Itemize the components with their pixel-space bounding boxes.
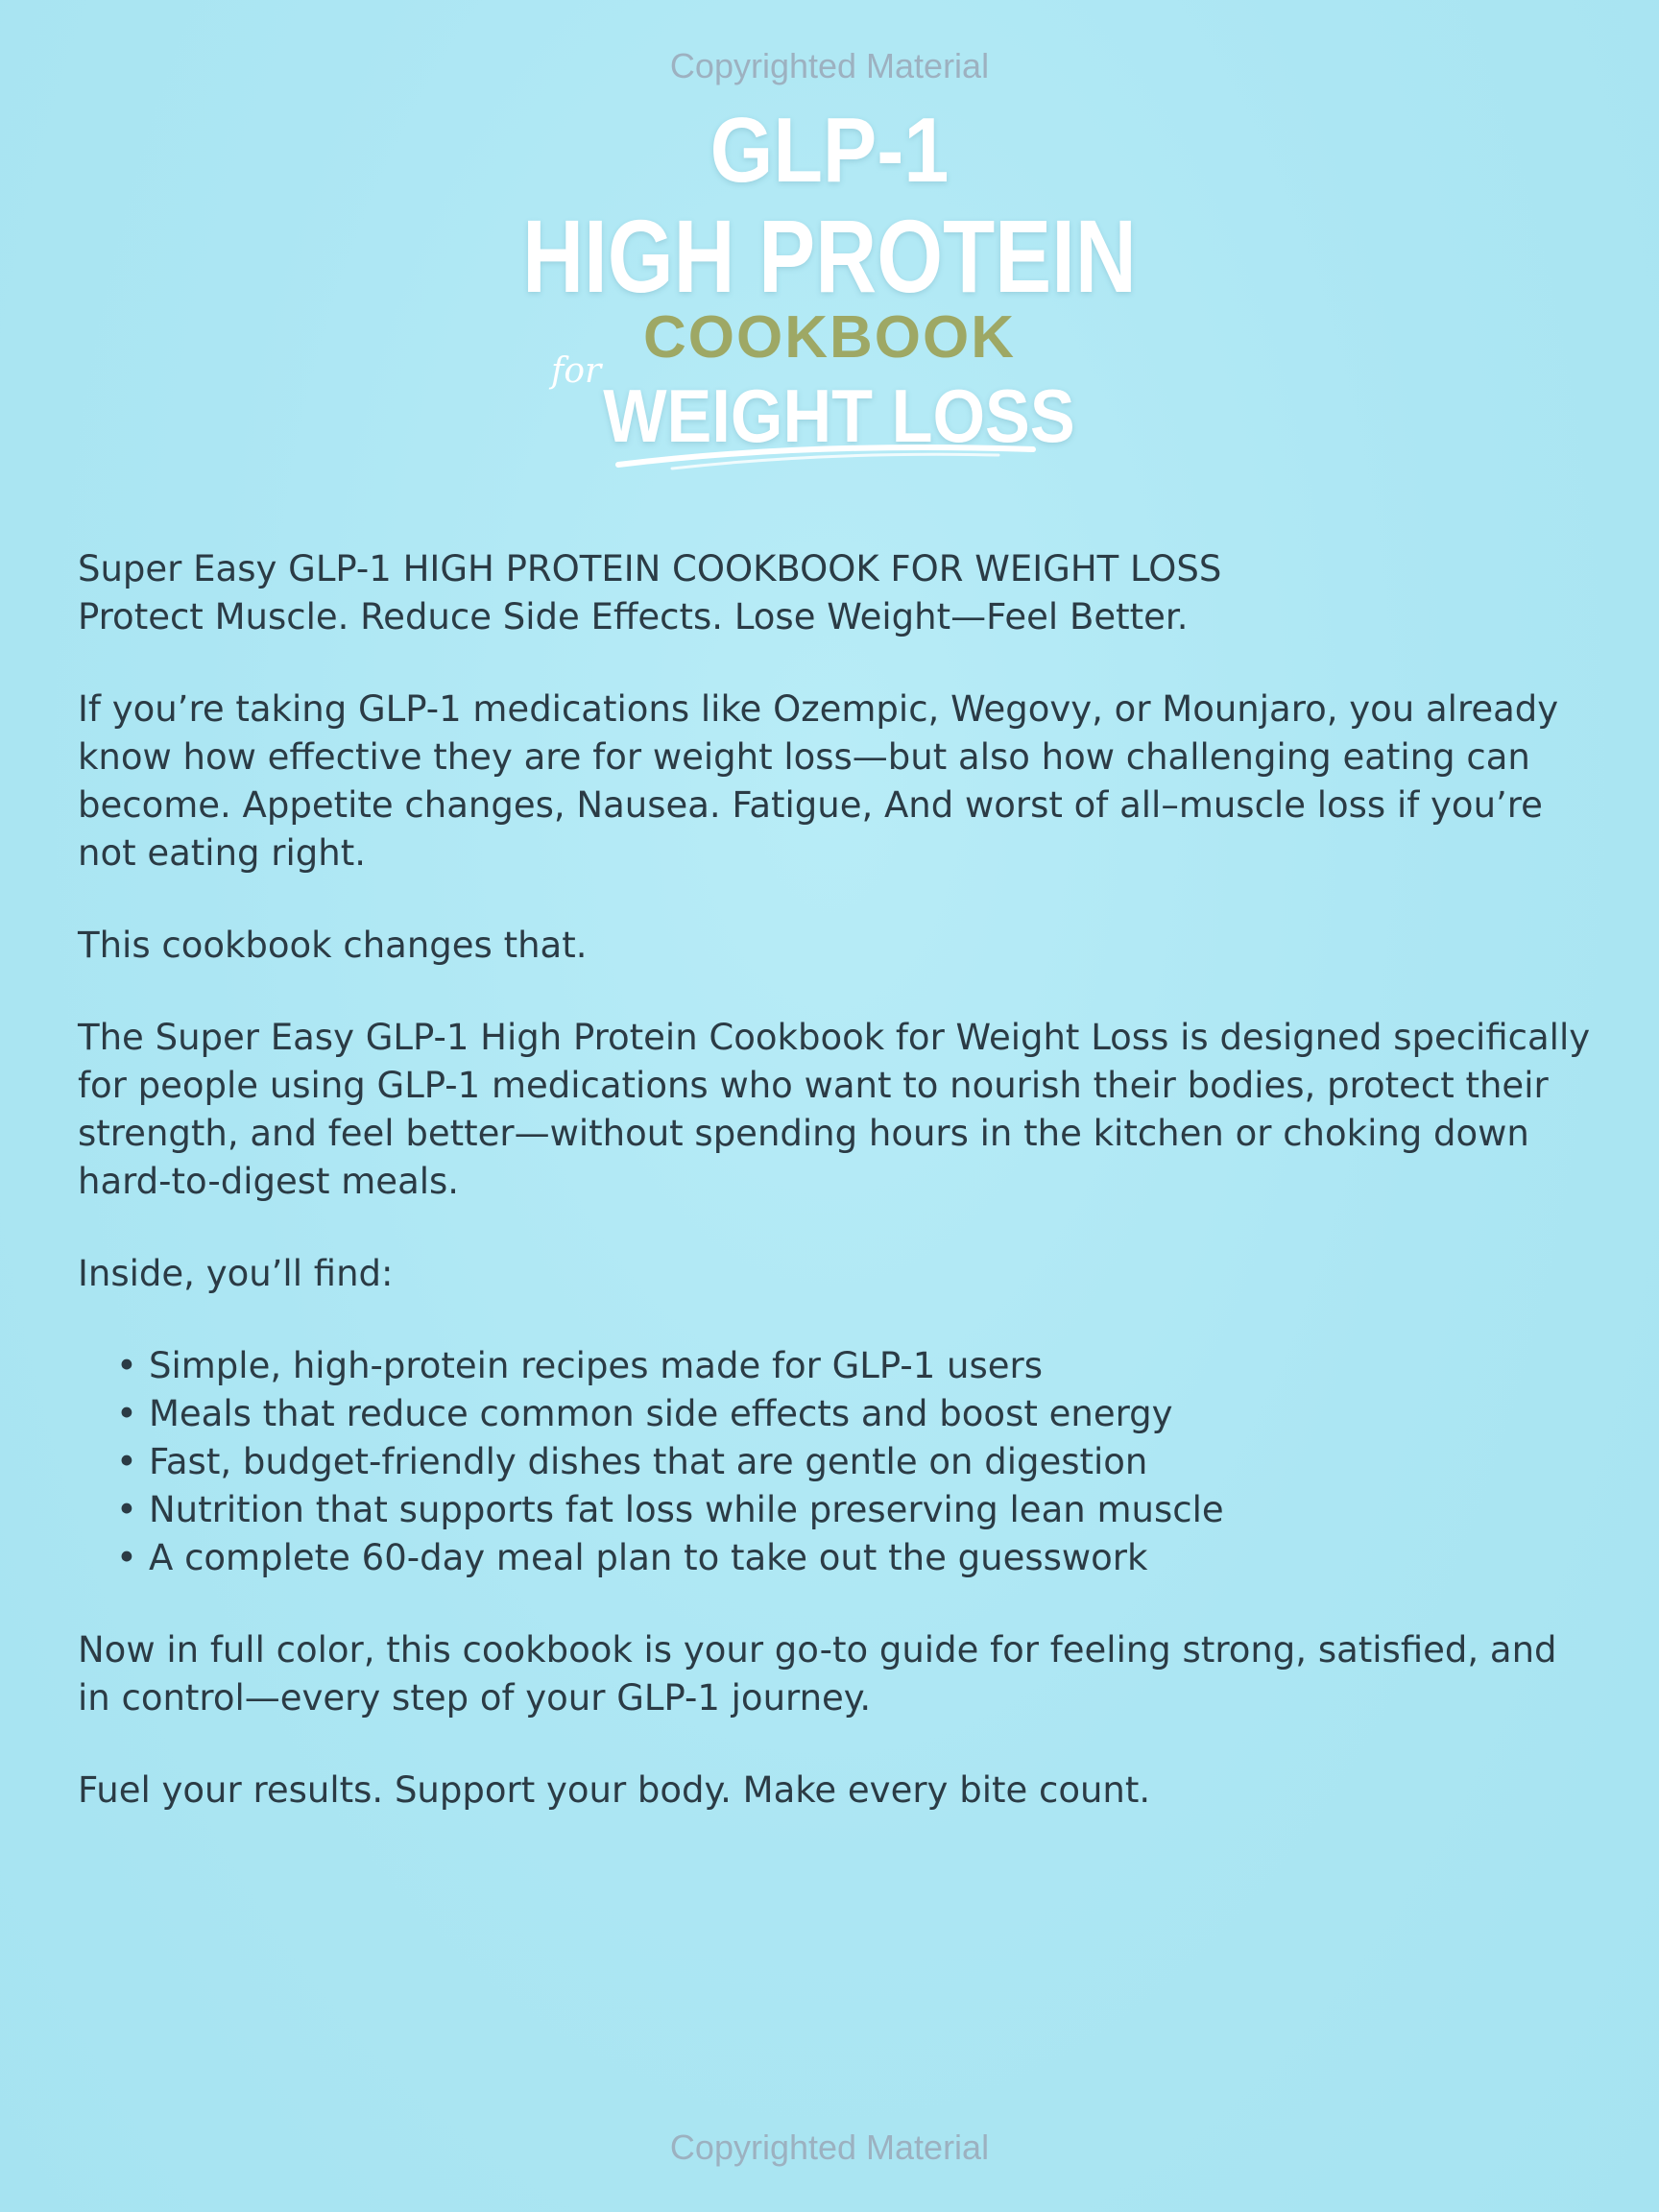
title-line-cookbook: COOKBOOK [643, 304, 1016, 371]
closing-line: Fuel your results. Support your body. Make every bite count. [78, 1769, 1151, 1811]
list-item: • Nutrition that supports fat loss while preserving lean muscle [116, 1486, 1595, 1534]
list-item: • A complete 60-day meal plan to take out the guesswork [116, 1534, 1595, 1582]
title-line-glp: GLP-1 [709, 99, 950, 202]
list-item: • Meals that reduce common side effects and boost energy [116, 1390, 1595, 1438]
description-body [78, 545, 1595, 1859]
feature-list [78, 1342, 1595, 1582]
cover-title [0, 81, 1659, 484]
inside-label: Inside, you’ll find: [78, 1253, 394, 1294]
list-item: • Fast, budget-friendly dishes that are gentle on digestion [116, 1438, 1595, 1486]
title-line-weight-loss: WEIGHT LOSS [603, 373, 1075, 458]
description-title: Super Easy GLP-1 HIGH PROTEIN COOKBOOK FOR WEIGHT LOSS [78, 548, 1222, 589]
paragraph-full-color: Now in full color, this cookbook is your go-to guide for feeling strong, satisfied, and in control—every step of your GLP-1 journey. [78, 1629, 1557, 1719]
description-heading [78, 545, 1595, 641]
watermark-bottom: Copyrighted Material [669, 2128, 990, 2167]
watermark-top: Copyrighted Material [669, 46, 990, 85]
title-line-high-protein: HIGH PROTEIN [522, 198, 1137, 314]
paragraph-changes: This cookbook changes that. [78, 925, 588, 966]
title-for: for [551, 351, 602, 391]
title-underline-swoosh [614, 436, 1037, 474]
paragraph-designed: The Super Easy GLP-1 High Protein Cookbook for Weight Loss is designed specifically for people using GLP-1 medications who want to nourish their bodies, protect their strength, and feel better—without spending hours in the kitchen or choking down hard-to-digest meals. [78, 1017, 1591, 1202]
list-item: • Simple, high-protein recipes made for GLP-1 users [116, 1342, 1595, 1390]
paragraph-intro: If you’re taking GLP-1 medications like Ozempic, Wegovy, or Mounjaro, you already know how effective they are for weight loss—but also how challenging eating can become. Appetite changes, Nausea. Fatigue, And worst of all–muscle loss if you’re not eating right. [78, 688, 1559, 874]
description-tagline: Protect Muscle. Reduce Side Effects. Lose Weight—Feel Better. [78, 596, 1189, 637]
